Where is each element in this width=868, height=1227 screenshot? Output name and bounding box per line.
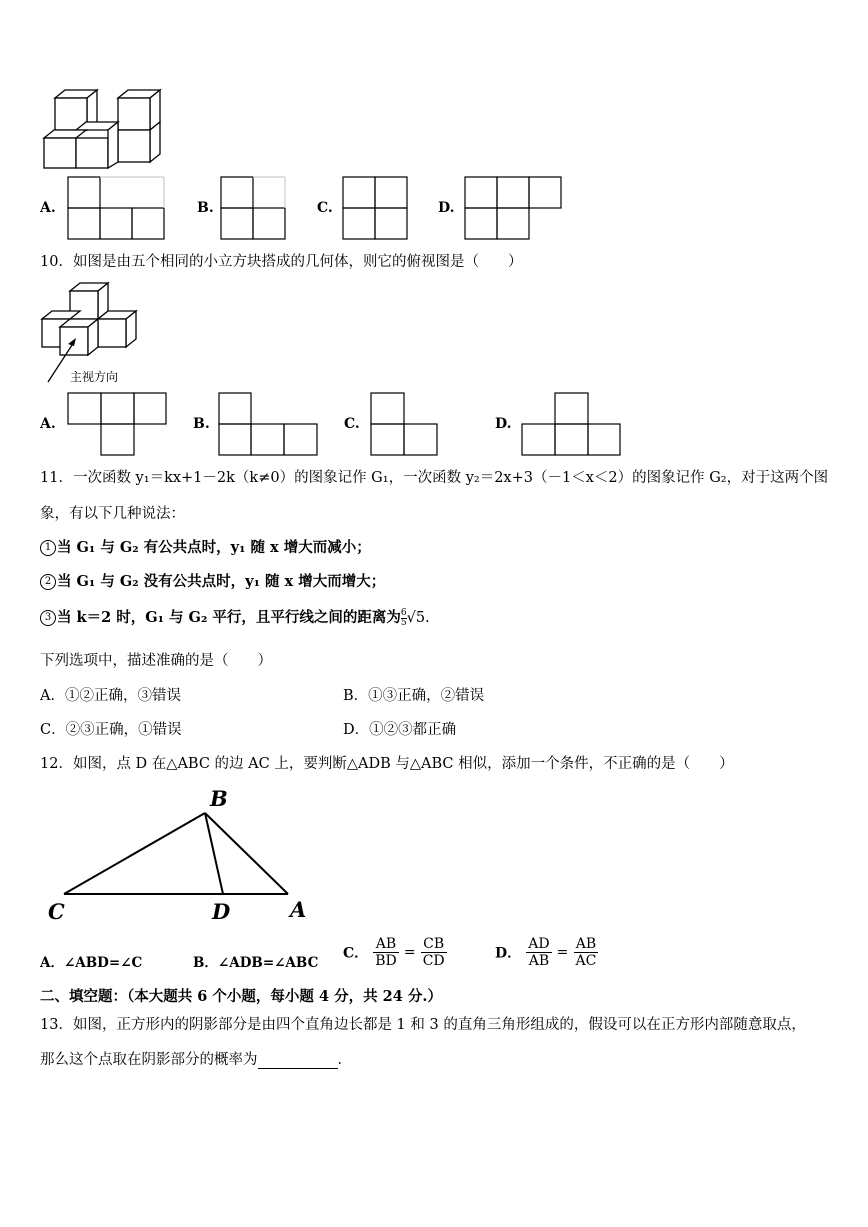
q9-option-d-figure [464, 176, 562, 240]
q9-option-a-label[interactable]: A. [40, 200, 56, 216]
q11-stem-line1: 11．一次函数 y₁＝kx+1－2k（k≠0）的图象记作 G₁，一次函数 y₂＝2x+3（－1＜x＜2）的图象记作 G₂，对于这两个图 [40, 470, 829, 486]
q9-option-c-figure [342, 176, 408, 240]
q10-option-c-label[interactable]: C. [344, 416, 360, 432]
q11-statement-2: 2 当 G₁ 与 G₂ 没有公共点时，y₁ 随 x 增大而增大； [40, 570, 385, 591]
q12-label-a: A [290, 897, 307, 922]
q10-option-d-figure [521, 392, 621, 456]
q10-option-d-label[interactable]: D. [495, 416, 512, 432]
q10-option-c-figure [370, 392, 438, 456]
q12-option-d[interactable]: D． $\frac{AD}{AB}$ = $\frac{AB}{AC}$ [495, 936, 597, 969]
q10-option-a-label[interactable]: A. [40, 416, 56, 432]
q9-option-c-label[interactable]: C. [317, 200, 333, 216]
q11-option-d[interactable]: D．①②③都正确 [343, 722, 457, 738]
q11-option-c[interactable]: C．②③正确，①错误 [40, 722, 182, 738]
q11-statement-1: 1 当 G₁ 与 G₂ 有公共点时，y₁ 随 x 增大而减小； [40, 536, 371, 557]
circled-number-2: 2 [40, 574, 56, 590]
q9-option-d-label[interactable]: D. [438, 200, 455, 216]
q12-label-c: C [48, 899, 65, 924]
q11-stem-line2: 象，有以下几种说法： [40, 506, 185, 522]
q9-solid-figure [40, 88, 165, 170]
section-2-title: 二、填空题：（本大题共 6 个小题，每小题 4 分，共 24 分.） [40, 988, 442, 1005]
q11-option-a[interactable]: A．①②正确，③错误 [40, 688, 181, 704]
q12-option-b[interactable]: B．∠ADB=∠ABC [193, 955, 319, 971]
q11-statement-3: 3 当 k＝2 时，G₁ 与 G₂ 平行，且平行线之间的距离为 $\frac{6}{5}$ √5. [40, 606, 430, 628]
q10-option-b-label[interactable]: B. [193, 416, 210, 432]
q9-option-b-figure [220, 176, 286, 240]
circled-number-1: 1 [40, 540, 56, 556]
q9-option-b-label[interactable]: B. [197, 200, 214, 216]
q12-option-a[interactable]: A．∠ABD=∠C [40, 955, 143, 971]
q13-line2: 那么这个点取在阴影部分的概率为 ． [40, 1052, 352, 1068]
q10-option-a-figure [67, 392, 167, 456]
q11-fraction: $\frac{6}{5}$ [400, 607, 407, 628]
q10-stem: 10．如图是由五个相同的小立方块搭成的几何体，则它的俯视图是（ ） [40, 254, 523, 270]
q11-option-b[interactable]: B．①③正确，②错误 [343, 688, 485, 704]
q12-label-b: B [210, 786, 228, 811]
q13-line1: 13．如图，正方形内的阴影部分是由四个直角边长都是 1 和 3 的直角三角形组成的，假设可以在正方形内部随意取点， [40, 1017, 806, 1033]
q10-option-b-figure [218, 392, 318, 456]
q12-option-c[interactable]: C． $\frac{AB}{BD}$ = $\frac{CB}{CD}$ [343, 936, 445, 969]
q10-direction-label: 主视方向 [70, 370, 119, 384]
q13-answer-blank[interactable] [258, 1054, 338, 1069]
q12-stem: 12．如图，点 D 在△ABC 的边 AC 上，要判断△ADB 与△ABC 相似，添加一个条件，不正确的是（ ） [40, 756, 734, 772]
q12-label-d: D [212, 899, 231, 924]
q11-question: 下列选项中，描述准确的是（ ） [40, 653, 272, 669]
q12-triangle-figure [40, 785, 320, 925]
q9-option-a-figure [67, 176, 165, 240]
circled-number-3: 3 [40, 610, 56, 626]
